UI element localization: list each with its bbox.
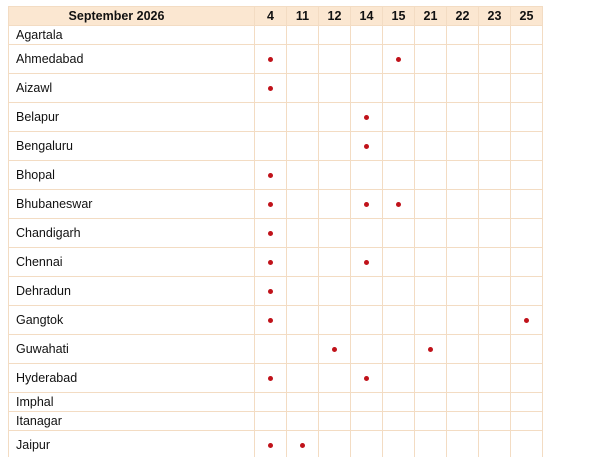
day-cell [351,103,383,132]
table-row [9,306,543,335]
city-name: Bhopal [9,161,255,190]
day-cell [351,412,383,431]
day-cell [383,161,415,190]
day-cell [447,364,479,393]
day-cell [415,335,447,364]
table-row [9,132,543,161]
day-cell [255,248,287,277]
holiday-marker-dot [524,318,529,323]
day-header: 23 [479,7,511,26]
table-row [9,161,543,190]
day-cell [351,431,383,457]
day-cell [255,431,287,457]
city-name: Bhubaneswar [9,190,255,219]
day-cell [287,74,319,103]
day-cell [351,248,383,277]
day-cell [479,132,511,161]
day-cell [383,393,415,412]
day-cell [479,103,511,132]
city-name: Aizawl [9,74,255,103]
day-cell [415,45,447,74]
day-cell [383,248,415,277]
day-cell [447,103,479,132]
day-cell [287,248,319,277]
day-cell [447,190,479,219]
day-cell [351,277,383,306]
day-cell [319,132,351,161]
city-name: Ahmedabad [9,45,255,74]
day-cell [415,103,447,132]
day-cell [319,103,351,132]
day-cell [511,364,543,393]
holiday-marker-dot [364,260,369,265]
day-header: 25 [511,7,543,26]
day-cell [415,219,447,248]
day-cell [319,412,351,431]
day-cell [287,431,319,457]
table-row [9,412,543,431]
day-header: 15 [383,7,415,26]
holiday-marker-dot [364,376,369,381]
day-cell [447,219,479,248]
day-cell [287,393,319,412]
day-cell [255,364,287,393]
day-cell [351,335,383,364]
day-cell [255,74,287,103]
day-cell [479,393,511,412]
day-cell [351,364,383,393]
table-row [9,190,543,219]
day-cell [255,161,287,190]
day-header: 22 [447,7,479,26]
holiday-marker-dot [268,376,273,381]
day-cell [447,74,479,103]
day-header: 11 [287,7,319,26]
day-cell [383,306,415,335]
day-cell [479,219,511,248]
day-cell [319,161,351,190]
day-cell [479,26,511,45]
day-cell [319,306,351,335]
day-header: 14 [351,7,383,26]
table-row [9,248,543,277]
day-cell [447,431,479,457]
table-row [9,103,543,132]
day-cell [255,335,287,364]
holiday-marker-dot [268,231,273,236]
day-cell [319,26,351,45]
day-cell [319,45,351,74]
day-cell [415,277,447,306]
day-cell [351,74,383,103]
day-cell [319,74,351,103]
day-cell [511,132,543,161]
day-cell [511,393,543,412]
day-cell [255,393,287,412]
day-cell [511,431,543,457]
day-cell [511,277,543,306]
day-cell [287,335,319,364]
day-cell [319,393,351,412]
city-name: Hyderabad [9,364,255,393]
table-row [9,335,543,364]
day-cell [415,393,447,412]
day-cell [479,335,511,364]
day-cell [351,26,383,45]
day-cell [255,132,287,161]
day-cell [255,306,287,335]
day-cell [383,364,415,393]
city-name: Guwahati [9,335,255,364]
holiday-marker-dot [428,347,433,352]
day-cell [319,219,351,248]
day-cell [383,190,415,219]
city-name: Jaipur [9,431,255,457]
day-cell [511,412,543,431]
holiday-table [8,6,543,457]
day-cell [287,161,319,190]
city-name: Dehradun [9,277,255,306]
city-name: Belapur [9,103,255,132]
day-cell [447,412,479,431]
day-cell [287,45,319,74]
day-cell [319,190,351,219]
day-cell [383,335,415,364]
day-cell [383,277,415,306]
day-cell [511,74,543,103]
day-cell [511,26,543,45]
day-cell [383,45,415,74]
header-row [9,7,543,26]
day-cell [511,248,543,277]
day-cell [383,412,415,431]
day-cell [479,248,511,277]
day-cell [479,306,511,335]
day-cell [479,431,511,457]
day-cell [479,277,511,306]
day-cell [479,161,511,190]
holiday-marker-dot [396,57,401,62]
day-cell [319,335,351,364]
table-row [9,393,543,412]
day-cell [479,45,511,74]
day-cell [255,277,287,306]
holiday-marker-dot [396,202,401,207]
day-cell [287,190,319,219]
holiday-marker-dot [268,318,273,323]
day-cell [255,26,287,45]
day-cell [351,393,383,412]
day-cell [511,103,543,132]
table-row [9,26,543,45]
day-cell [383,26,415,45]
day-cell [447,26,479,45]
day-cell [255,190,287,219]
day-cell [447,393,479,412]
city-name: Agartala [9,26,255,45]
day-cell [287,277,319,306]
day-header: 4 [255,7,287,26]
day-cell [287,306,319,335]
day-cell [447,248,479,277]
day-cell [511,306,543,335]
day-cell [255,103,287,132]
month-header: September 2026 [9,7,255,26]
city-name: Chandigarh [9,219,255,248]
day-cell [415,412,447,431]
holiday-marker-dot [332,347,337,352]
day-cell [415,190,447,219]
table-row [9,74,543,103]
day-cell [319,277,351,306]
holiday-marker-dot [268,86,273,91]
holiday-marker-dot [268,173,273,178]
table-row [9,364,543,393]
day-cell [319,431,351,457]
day-cell [319,248,351,277]
day-cell [447,161,479,190]
holiday-marker-dot [364,115,369,120]
day-cell [511,219,543,248]
day-cell [255,412,287,431]
day-cell [447,277,479,306]
day-cell [287,26,319,45]
day-cell [511,161,543,190]
day-cell [319,364,351,393]
city-rows [9,26,543,457]
day-cell [383,132,415,161]
day-cell [479,364,511,393]
day-cell [351,161,383,190]
holiday-marker-dot [268,260,273,265]
day-cell [255,45,287,74]
day-cell [511,335,543,364]
day-cell [447,45,479,74]
day-cell [447,306,479,335]
day-cell [351,219,383,248]
day-cell [447,132,479,161]
day-cell [479,74,511,103]
holiday-marker-dot [364,202,369,207]
day-cell [287,132,319,161]
holiday-marker-dot [268,202,273,207]
day-cell [351,190,383,219]
day-cell [383,74,415,103]
day-cell [511,45,543,74]
day-cell [511,190,543,219]
holiday-marker-dot [268,57,273,62]
holiday-marker-dot [268,443,273,448]
day-cell [415,132,447,161]
day-cell [287,103,319,132]
holiday-marker-dot [364,144,369,149]
day-cell [415,74,447,103]
day-cell [351,45,383,74]
city-name: Bengaluru [9,132,255,161]
table-row [9,431,543,457]
table-row [9,277,543,306]
day-cell [415,248,447,277]
table-row [9,219,543,248]
city-name: Gangtok [9,306,255,335]
holiday-marker-dot [268,289,273,294]
day-cell [479,190,511,219]
day-cell [383,103,415,132]
day-header: 12 [319,7,351,26]
day-cell [287,219,319,248]
day-cell [255,219,287,248]
city-name: Chennai [9,248,255,277]
holiday-marker-dot [300,443,305,448]
day-cell [351,306,383,335]
day-cell [287,412,319,431]
city-name: Itanagar [9,412,255,431]
day-cell [415,306,447,335]
day-cell [479,412,511,431]
day-header: 21 [415,7,447,26]
day-cell [383,219,415,248]
day-cell [447,335,479,364]
day-cell [287,364,319,393]
table-row [9,45,543,74]
day-cell [415,26,447,45]
day-cell [415,161,447,190]
day-cell [415,431,447,457]
day-cell [383,431,415,457]
day-cell [351,132,383,161]
city-name: Imphal [9,393,255,412]
day-cell [415,364,447,393]
